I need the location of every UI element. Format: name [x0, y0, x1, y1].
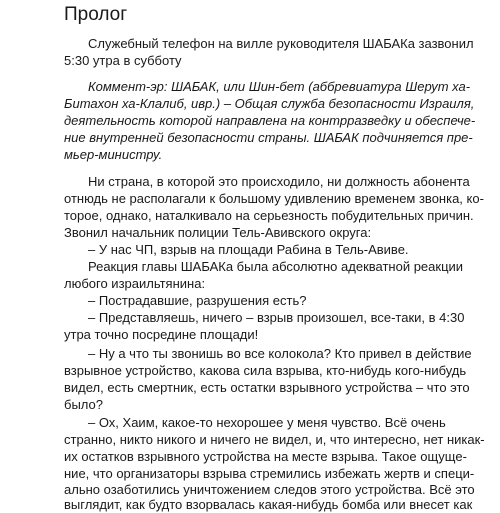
comment-line: Битахон ха-Клалиб, ивр.) – Общая служба безопасности Израиля, [64, 96, 475, 111]
body-line: ние, что организаторы взрыва стремились избежать жертв и специ- [64, 466, 475, 481]
body-line: было? [64, 397, 103, 412]
dialogue-line: – Пострадавшие, разрушения есть? [88, 293, 307, 308]
body-line: видел, есть смертник, есть остатки взрывного устройства – что это [64, 380, 470, 395]
body-line: выглядит, как будто взорвалась какая-нибудь бомба или внесет как [64, 497, 473, 512]
comment-line: мьер-министру. [64, 147, 163, 162]
body-line: утра точно посредине площади! [64, 327, 259, 342]
body-line: отнюдь не располагали к большому удивлению временем звонка, ко- [64, 191, 484, 206]
dialogue-line: – Ну а что ты звонишь во все колокола? Кто привел в действие [88, 346, 472, 361]
comment-line: Коммент-эр: ШАБАК, или Шин-бет (аббревиатура Шерут ха- [88, 79, 471, 94]
body-line: Реакция главы ШАБАКа была абсолютно адекватной реакции [88, 259, 464, 274]
chapter-heading: Пролог [64, 4, 128, 25]
body-line: любого израильтянина: [64, 276, 206, 291]
lead-line: Служебный телефон на вилле руководителя ШАБАКа зазвонил [88, 36, 474, 51]
dialogue-line: – Ох, Хаим, какое-то нехорошее у меня чувство. Всё очень [88, 415, 446, 430]
dialogue-line: – У нас ЧП, взрыв на площади Рабина в Тель-Авиве. [88, 242, 409, 257]
body-line: Ни страна, в которой это происходило, ни должность абонента [88, 174, 470, 189]
body-line: Звонил начальник полиции Тель-Авивского округа: [64, 225, 372, 240]
body-line: взрывное устройство, какова сила взрыва, кто-нибудь кого-нибудь [64, 363, 467, 378]
body-line: торое, однако, наталкивало на серьезность побудительных причин. [64, 208, 474, 223]
body-line: ально озаботились уничтожением следов этого устройства. Всё это [64, 482, 475, 497]
body-line: странно, никто никого и ничего не видел, и, что интересно, нет никак- [64, 432, 485, 447]
dialogue-line: – Представляешь, ничего – взрыв произошел, все-таки, в 4:30 [88, 310, 465, 325]
lead-line: 5:30 утра в субботу [64, 53, 182, 68]
comment-line: ние внутренней безопасности страны. ШАБАК подчиняется пре- [64, 130, 473, 145]
body-line: их остатков взрывного устройства на месте взрыва. Такое ощуще- [64, 449, 467, 464]
comment-line: деятельность которой направлена на контрразведку и обеспече- [64, 113, 476, 128]
